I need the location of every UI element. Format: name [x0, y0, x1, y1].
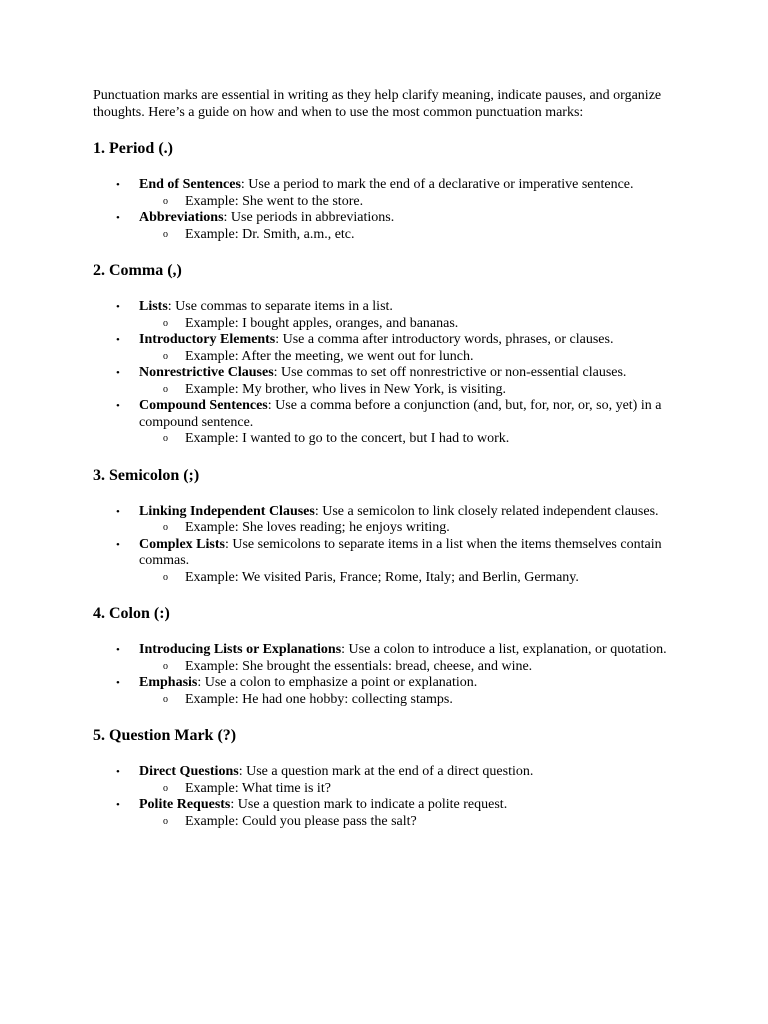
example-item — [139, 814, 678, 831]
item-description: : Use a colon to introduce a list, explanation, or quotation. — [341, 642, 667, 657]
list-item — [93, 537, 678, 587]
example-list — [139, 431, 678, 448]
circle-bullet-icon: o — [163, 228, 168, 240]
item-description: : Use a question mark to indicate a polite request. — [230, 797, 508, 812]
section-heading: 3. Semicolon (;) — [93, 466, 200, 484]
section-list — [93, 764, 678, 830]
item-term: Emphasis — [139, 675, 198, 690]
example-item — [139, 194, 678, 211]
list-item — [93, 365, 678, 398]
example-text: Example: What time is it? — [185, 780, 331, 796]
bullet-icon: • — [116, 799, 120, 811]
example-text: Example: I wanted to go to the concert, but I had to work. — [185, 431, 510, 446]
section-heading: 2. Comma (,) — [93, 262, 182, 279]
item-description: : Use commas to set off nonrestrictive or non-essential clauses. — [273, 365, 627, 380]
item-description: : Use a comma after introductory words, phrases, or clauses. — [275, 332, 614, 347]
circle-bullet-icon: o — [163, 522, 168, 533]
item-term: Abbreviations — [139, 210, 224, 225]
section-heading: 5. Question Mark (?) — [93, 727, 237, 744]
example-item — [139, 431, 678, 448]
section-list — [93, 642, 678, 708]
example-list — [139, 781, 678, 798]
section-list — [93, 504, 678, 587]
example-text: Example: She brought the essentials: bread, cheese, and wine. — [185, 658, 533, 674]
item-term: Introductory Elements — [139, 332, 276, 347]
bullet-icon: • — [116, 644, 120, 656]
item-term: Complex Lists — [139, 536, 225, 552]
list-item — [93, 299, 678, 332]
circle-bullet-icon: o — [163, 660, 168, 672]
example-item — [139, 781, 678, 798]
circle-bullet-icon: o — [163, 571, 168, 583]
example-list — [139, 814, 678, 831]
item-description: : Use periods in abbreviations. — [223, 210, 395, 225]
item-description: : Use semicolons to separate items in a list when the items themselves contain commas. — [139, 536, 662, 568]
example-list — [139, 194, 678, 211]
intro-paragraph: Punctuation marks are essential in writing as they help clarify meaning, indicate pauses, and organize thoughts. Here’s a guide on how and when to use the most common punctuation marks: — [93, 88, 662, 120]
example-list — [139, 692, 678, 709]
section-list — [93, 299, 678, 448]
item-term: Nonrestrictive Clauses — [139, 365, 274, 380]
example-list — [139, 316, 678, 333]
example-item — [139, 316, 678, 333]
bullet-icon: • — [116, 766, 120, 778]
example-item — [139, 349, 678, 366]
example-text: Example: We visited Paris, France; Rome, Italy; and Berlin, Germany. — [185, 569, 579, 585]
circle-bullet-icon: o — [163, 433, 168, 444]
list-item — [93, 210, 678, 243]
item-description: : Use a comma before a conjunction (and, but, for, nor, or, so, yet) in a compound sentence. — [139, 398, 662, 430]
circle-bullet-icon: o — [163, 815, 168, 827]
circle-bullet-icon: o — [163, 782, 168, 794]
example-text: Example: She went to the store. — [185, 193, 364, 209]
example-list — [139, 382, 678, 399]
example-item — [139, 570, 678, 587]
bullet-icon: • — [116, 538, 120, 551]
sections-container — [93, 139, 678, 830]
circle-bullet-icon: o — [163, 693, 168, 705]
example-list — [139, 520, 678, 537]
list-item — [93, 398, 678, 448]
circle-bullet-icon: o — [163, 383, 168, 395]
item-description: : Use commas to separate items in a list. — [167, 299, 393, 314]
item-description: : Use a semicolon to link closely related independent clauses. — [314, 503, 659, 519]
list-item — [93, 332, 678, 365]
section-heading: 1. Period (.) — [93, 140, 173, 157]
example-list — [139, 349, 678, 366]
section-heading: 4. Colon (:) — [93, 605, 170, 622]
item-term: Polite Requests — [139, 797, 231, 812]
example-text: Example: He had one hobby: collecting stamps. — [185, 691, 453, 707]
list-item — [93, 177, 678, 210]
example-item — [139, 382, 678, 399]
example-item — [139, 227, 678, 244]
example-list — [139, 659, 678, 676]
bullet-icon: • — [116, 301, 120, 313]
list-item — [93, 504, 678, 537]
bullet-icon: • — [116, 400, 120, 412]
item-term: Linking Independent Clauses — [139, 503, 315, 519]
bullet-icon: • — [116, 334, 120, 346]
item-term: End of Sentences — [139, 177, 241, 192]
item-description: : Use a question mark at the end of a direct question. — [238, 764, 534, 779]
example-item — [139, 692, 678, 709]
bullet-icon: • — [116, 179, 120, 191]
section-list — [93, 177, 678, 243]
list-item — [93, 675, 678, 708]
item-term: Lists — [139, 299, 168, 314]
item-description: : Use a colon to emphasize a point or explanation. — [197, 675, 478, 690]
list-item — [93, 642, 678, 675]
bullet-icon: • — [116, 212, 120, 224]
item-term: Compound Sentences — [139, 398, 268, 413]
example-text: Example: I bought apples, oranges, and bananas. — [185, 315, 459, 331]
example-list — [139, 570, 678, 587]
example-text: Example: My brother, who lives in New York, is visiting. — [185, 381, 507, 397]
list-item — [93, 764, 678, 797]
circle-bullet-icon: o — [163, 195, 168, 207]
example-text: Example: After the meeting, we went out for lunch. — [185, 348, 474, 364]
item-term: Introducing Lists or Explanations — [139, 642, 342, 657]
list-item — [93, 797, 678, 830]
example-item — [139, 659, 678, 676]
bullet-icon: • — [116, 677, 120, 689]
example-text: Example: Could you please pass the salt? — [185, 813, 417, 829]
item-term: Direct Questions — [139, 764, 239, 779]
example-text: Example: Dr. Smith, a.m., etc. — [185, 226, 355, 242]
item-description: : Use a period to mark the end of a declarative or imperative sentence. — [240, 177, 634, 192]
example-list — [139, 227, 678, 244]
circle-bullet-icon: o — [163, 317, 168, 329]
bullet-icon: • — [116, 367, 120, 379]
circle-bullet-icon: o — [163, 350, 168, 362]
bullet-icon: • — [116, 505, 120, 518]
example-item — [139, 520, 678, 537]
example-text: Example: She loves reading; he enjoys writing. — [185, 520, 450, 535]
